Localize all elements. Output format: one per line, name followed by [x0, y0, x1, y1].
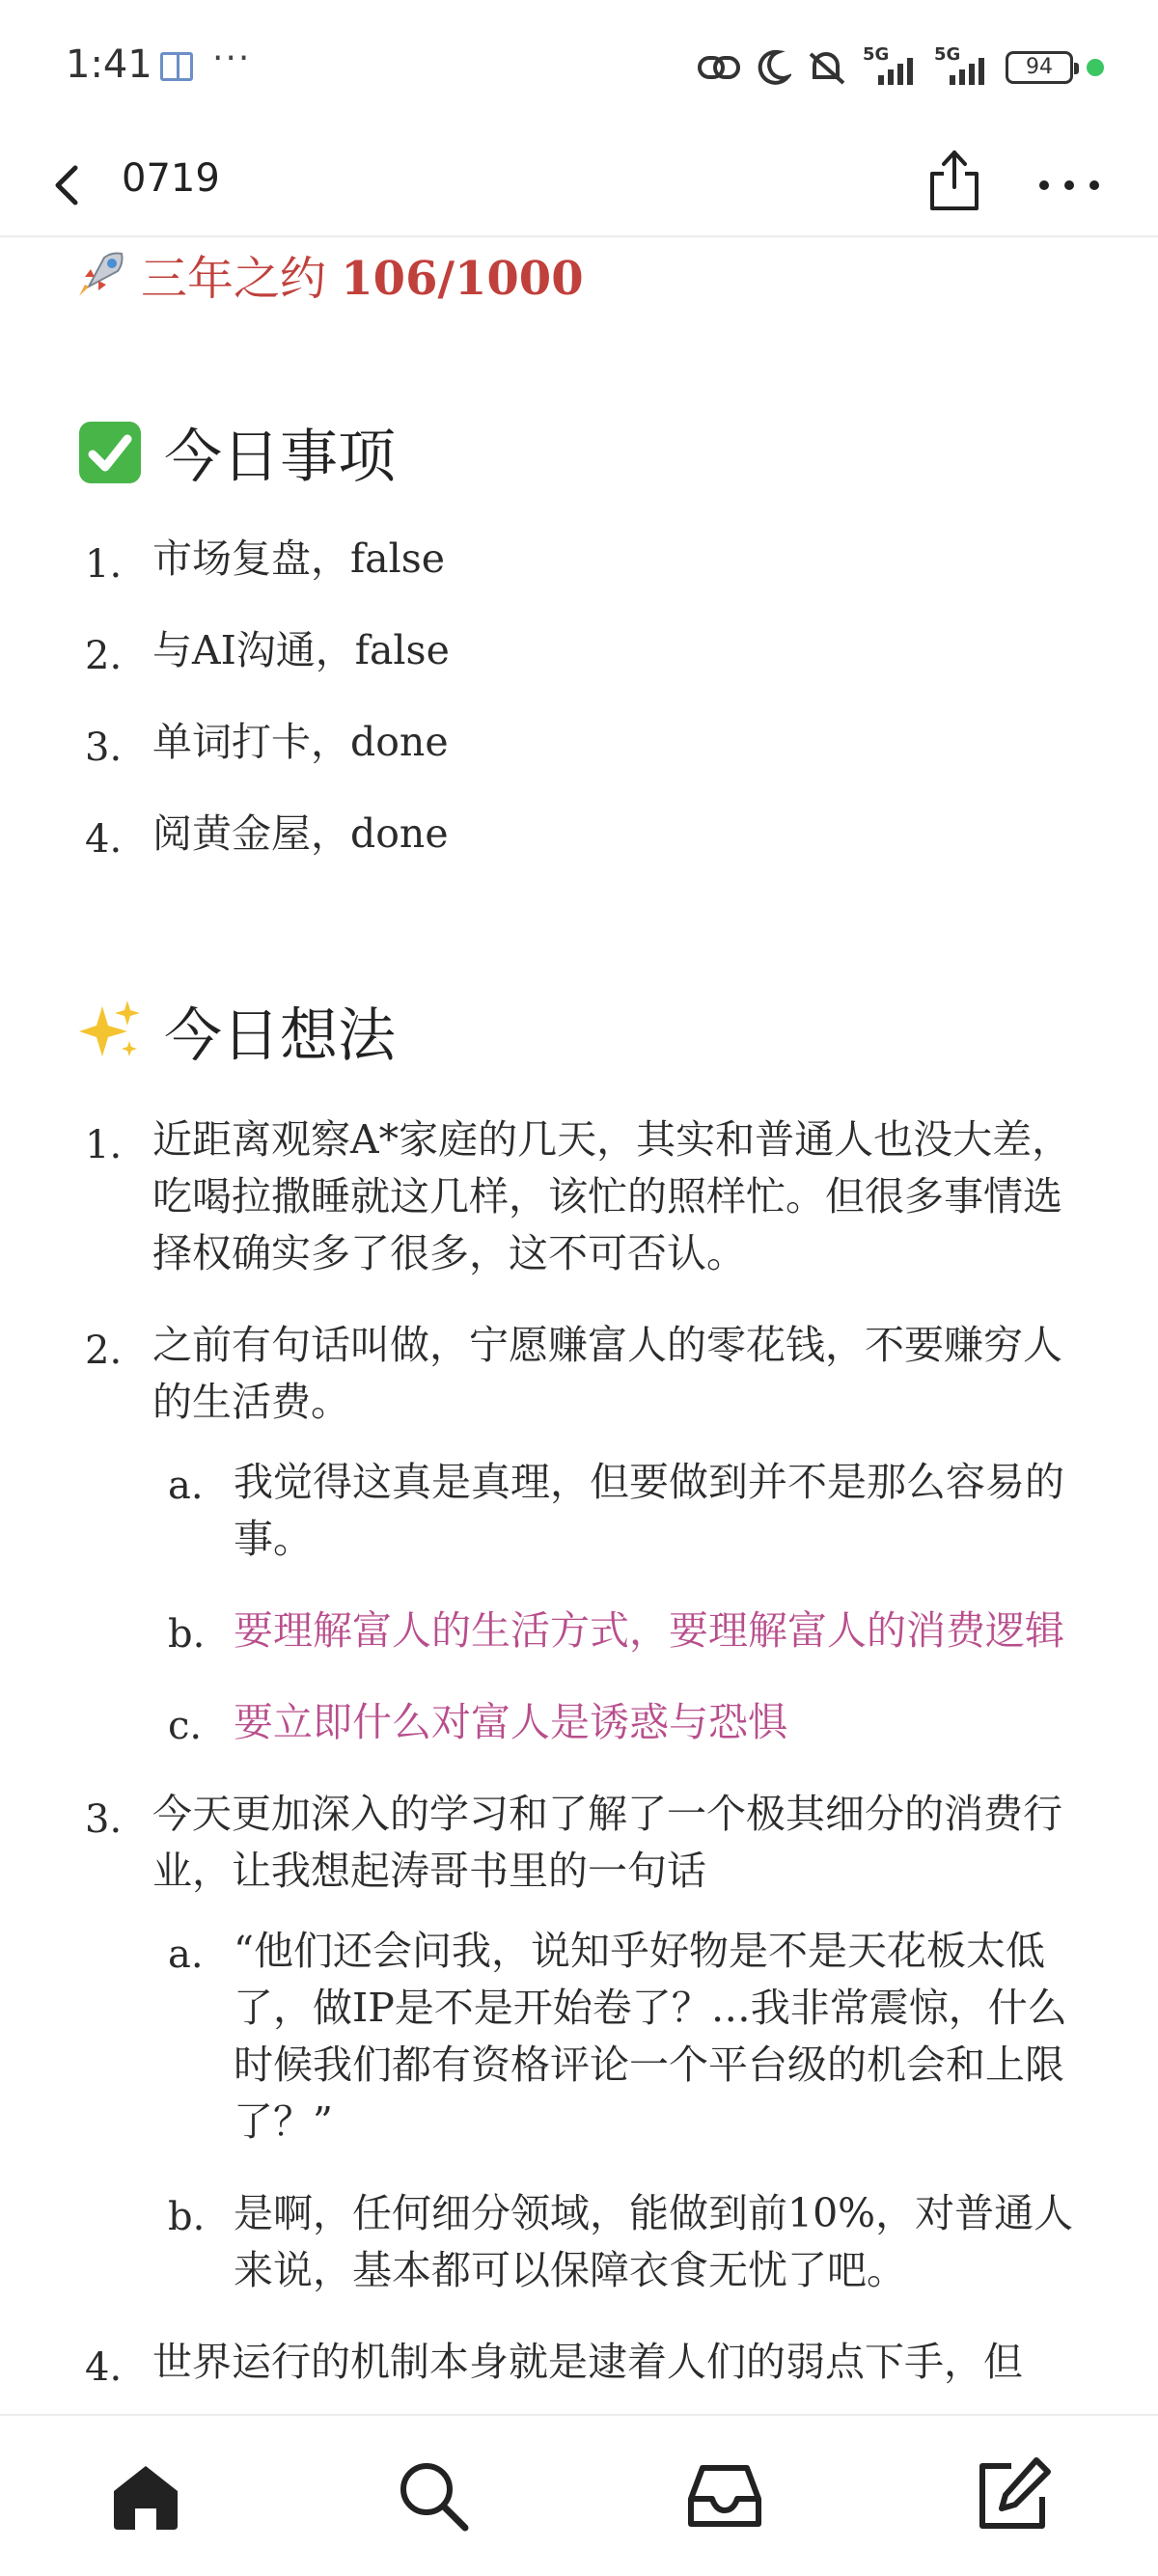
list-item-number: 4.: [85, 2345, 123, 2390]
more-options-icon[interactable]: [1034, 154, 1104, 216]
sub-list-item-letter: b.: [168, 2195, 206, 2239]
back-arrow-icon[interactable]: [39, 154, 100, 216]
sub-list-item-text: 要立即什么对富人是诱惑与恐惧: [234, 1699, 787, 1745]
mute-icon: [805, 48, 849, 87]
status-icons: [697, 44, 1104, 87]
rocket-icon: [75, 248, 127, 300]
sub-list-item-text: 要理解富人的生活方式，要理解富人的消费逻辑: [234, 1607, 1064, 1654]
battery-icon: 94: [1006, 51, 1073, 84]
list-item-number: 3.: [85, 1797, 123, 1842]
sub-list-item: [152, 2185, 1089, 2299]
sub-list-item-letter: b.: [168, 1612, 206, 1657]
reader-app-icon: [160, 52, 193, 81]
moon-icon: [755, 48, 791, 87]
sub-list-item-letter: a.: [168, 1464, 204, 1508]
status-bar: [0, 0, 1158, 135]
thoughts-heading-text: 今日想法: [164, 1002, 396, 1070]
list-item: [85, 806, 1089, 863]
list-item-text: 单词打卡，done: [152, 719, 449, 765]
sub-list-item-text: 我觉得这真是真理，但要做到并不是那么容易的事。: [234, 1459, 1064, 1562]
sub-list-item: [152, 1923, 1089, 2151]
sub-list-item-text: “他们还会问我，说知乎好物是不是天花板太低了，做IP是不是开始卷了？…我非常震惊，什么时候我们都有资格评论一个平台级的机会和上限了？”: [234, 1928, 1067, 2145]
list-item: [85, 531, 1089, 588]
top-navigation-bar: [0, 135, 1158, 237]
thoughts-heading: [77, 990, 396, 1073]
compose-icon[interactable]: [969, 2453, 1056, 2539]
more-notifications-icon: ···: [212, 39, 252, 78]
list-item-text: 阅黄金屋，done: [152, 810, 449, 857]
bottom-tab-bar: [0, 2414, 1158, 2576]
signal-5g-icon-2: 5G: [934, 48, 992, 87]
list-item-text: 与AI沟通，false: [152, 627, 450, 673]
sub-list-item-letter: a.: [168, 1932, 204, 1977]
list-item: [85, 1317, 1089, 1751]
list-item-number: 3.: [85, 726, 123, 770]
checkmark-icon: [77, 420, 143, 485]
sub-list: [152, 1454, 1089, 1751]
privacy-indicator-dot: [1087, 59, 1104, 76]
note-content[interactable]: [0, 237, 1158, 2414]
sub-list: [152, 1923, 1089, 2299]
list-item-number: 2.: [85, 1329, 123, 1373]
list-item-number: 1.: [85, 542, 123, 587]
list-item: [85, 1786, 1089, 2299]
sub-list-item: [152, 1694, 1089, 1751]
list-item-number: 1.: [85, 1123, 123, 1167]
sparkles-icon: [77, 999, 143, 1064]
list-item-number: 2.: [85, 634, 123, 678]
sub-list-item-text: 是啊，任何细分领域，能做到前10%，对普通人来说，基本都可以保障衣食无忧了吧。: [234, 2190, 1074, 2293]
banner-text: 三年之约: [141, 252, 327, 306]
list-item-number: 4.: [85, 817, 123, 862]
inbox-icon[interactable]: [681, 2453, 768, 2539]
todo-heading-text: 今日事项: [164, 424, 396, 491]
list-item: [85, 714, 1089, 771]
list-item-text: 世界运行的机制本身就是逮着人们的弱点下手，但: [152, 2339, 1023, 2385]
list-item-text: 之前有句话叫做，宁愿赚富人的零花钱，不要赚穷人的生活费。: [152, 1322, 1062, 1425]
list-item: [85, 622, 1089, 679]
list-item-text: 近距离观察A*家庭的几天，其实和普通人也没大差，吃喝拉撒睡就这几样，该忙的照样忙。但很多事情选择权确实多了很多，这不可否认。: [152, 1116, 1072, 1276]
goal-banner: [75, 241, 584, 308]
todo-list: [85, 531, 1089, 897]
list-item-text: 市场复盘，false: [152, 535, 446, 582]
share-icon[interactable]: [923, 141, 986, 218]
list-item-text: 今天更加深入的学习和了解了一个极其细分的消费行业，让我想起涛哥书里的一句话: [152, 1791, 1062, 1894]
todo-heading: [77, 411, 396, 494]
sub-list-item-letter: c.: [168, 1704, 203, 1748]
sub-list-item: [152, 1603, 1089, 1659]
page-title: 0719: [122, 156, 220, 201]
list-item: [85, 2334, 1089, 2391]
thoughts-list: [85, 1111, 1089, 2414]
search-icon[interactable]: [390, 2453, 477, 2539]
banner-count: 106/1000: [341, 252, 584, 306]
status-time: 1:41: [66, 42, 152, 87]
sub-list-item: [152, 1454, 1089, 1568]
link-icon: [697, 48, 741, 87]
signal-5g-icon: 5G: [863, 48, 921, 87]
home-icon[interactable]: [102, 2453, 189, 2539]
list-item: [85, 1111, 1089, 1282]
